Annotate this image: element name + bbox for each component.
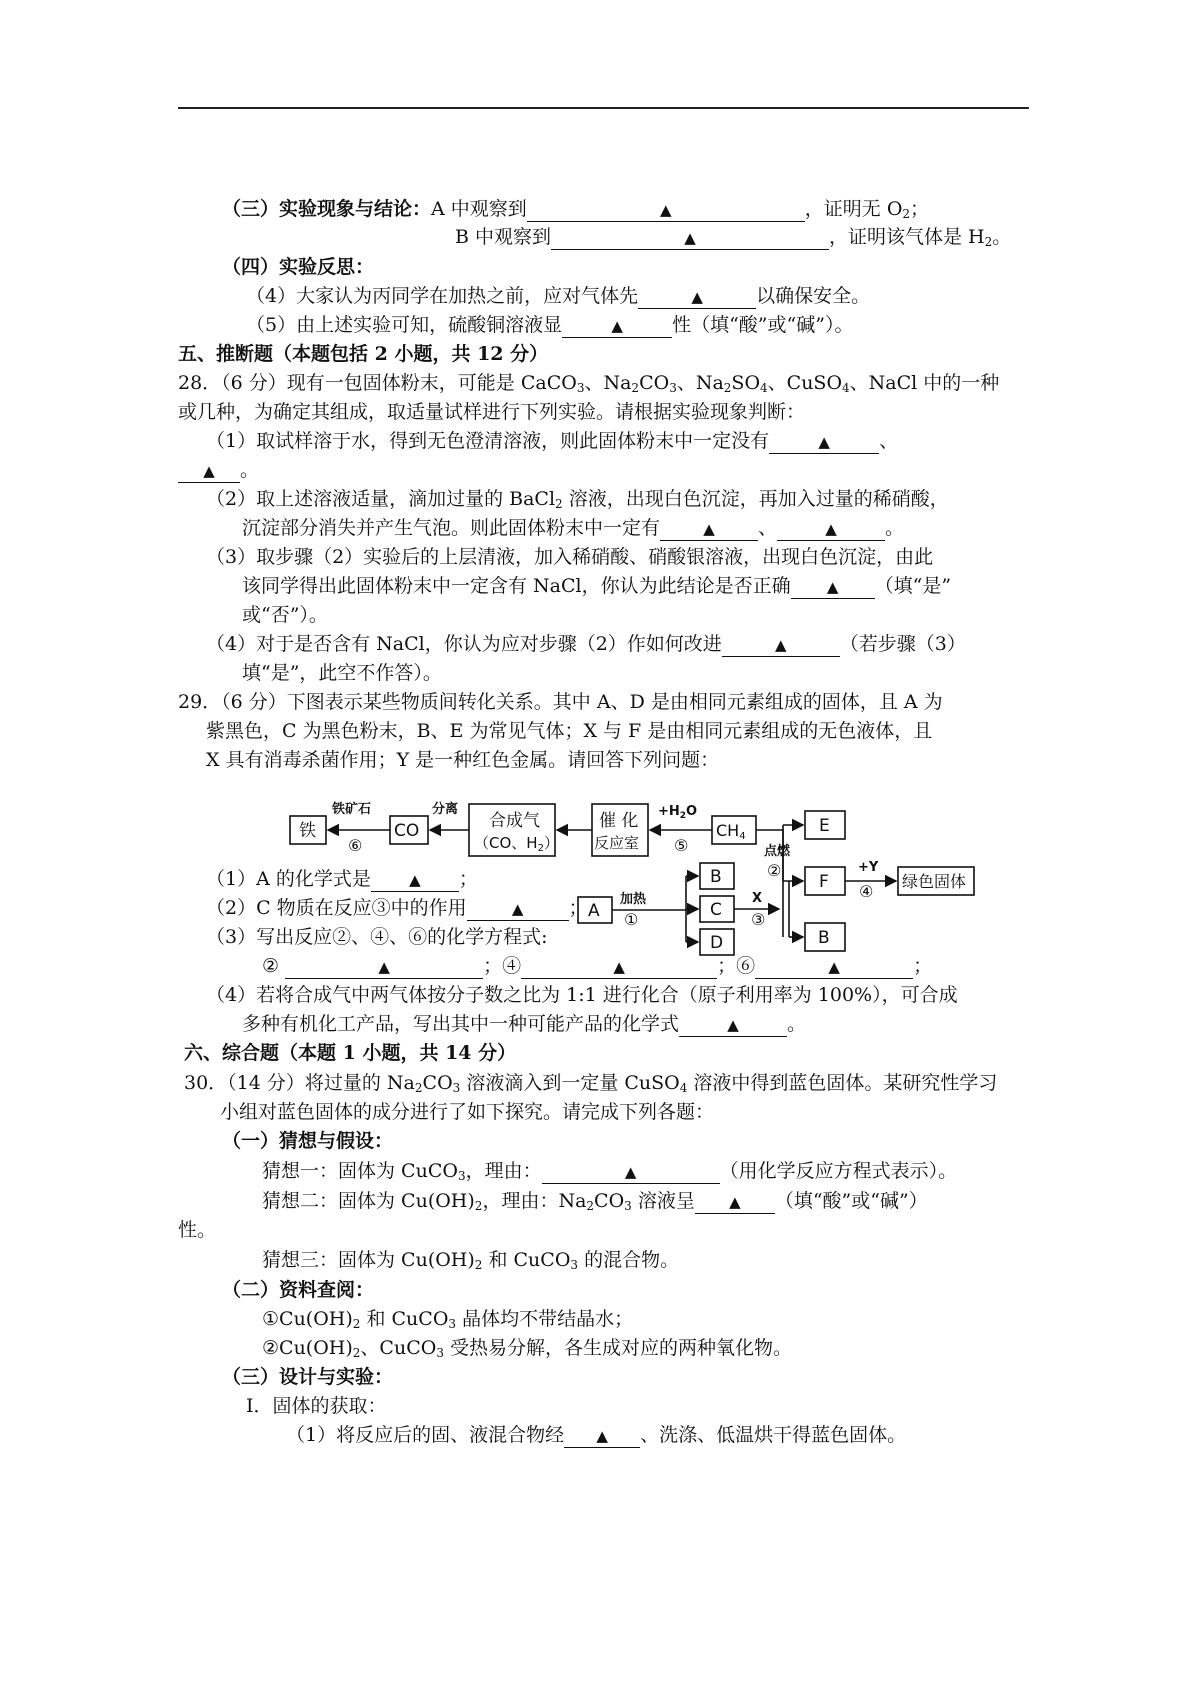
answer-blank[interactable]: ▲ [542,1160,720,1184]
label-co: CO [394,821,420,841]
q30-design-heading: （三）设计与实验： [222,1366,394,1388]
label-syngas: 合成气 [489,811,540,831]
section-6-heading: 六、综合题（本题 1 小题，共 14 分） [184,1042,517,1064]
q29-line-3: X 具有消毒杀菌作用；Y 是一种红色金属。请回答下列问题： [206,749,720,771]
q27-item-4: （4）大家认为丙同学在加热之前，应对气体先 ▲ 以确保安全。 [246,285,871,307]
label-a: A [588,901,600,921]
label-heat: 加热 [620,892,647,907]
answer-blank[interactable]: ▲ [791,575,875,599]
q28-item-3: （3）取步骤（2）实验后的上层清液，加入稀硝酸、硝酸银溶液，出现白色沉淀，由此 [206,546,934,568]
q28-item-2: （2）取上述溶液适量，滴加过量的 BaCl$_2$ 溶液，出现白色沉淀，再加入过量的稀硝酸， [206,488,949,511]
answer-blank[interactable]: ▲ [562,314,672,338]
q30-reference-1: $①Cu(OH)_2$ 和 CuCO$_3$ 晶体均不带结晶水； [262,1308,634,1331]
label-x: X [752,891,763,906]
q30-reference-2: $②Cu(OH)_2$、CuCO$_3$ 受热易分解，各生成对应的两种氧化物。 [262,1337,792,1360]
q28-item-1: （1）取试样溶于水，得到无色澄清溶液，则此固体粉末中一定没有 ▲ 、 [206,430,899,452]
q28-line-1: 28．（6 分）现有一包固体粉末，可能是 CaCO$_3$、$Na_2CO_3$、$Na_2SO_4$、CuSO$_4$、NaCl 中的一种 [178,372,1000,395]
answer-blank[interactable]: ▲ [527,198,805,222]
label-separation: 分离 [432,802,459,817]
q29-line-2: 紫黑色，C 为黑色粉末，B、E 为常见气体；X 与 F 是由相同元素组成的无色液体，且 [206,720,933,742]
label-step-2: ② [767,861,782,880]
label-c: C [710,900,722,920]
q30-reference-heading: （二）资料查阅： [222,1279,375,1301]
label-e: E [819,816,830,836]
q28-item-4-cont: 填“是”，此空不作答）。 [242,662,442,684]
label-iron-ore: 铁矿石 [332,802,372,817]
label-f: F [819,872,829,892]
label-catalytic: 催 化 [599,811,639,831]
q30-part-1-item-1: （1）将反应后的固、液混合物经 ▲ 、洗涤、低温烘干得蓝色固体。 [286,1424,907,1446]
q27-reflection-heading: （四）实验反思： [222,256,375,278]
q28-item-4: （4）对于是否含有 NaCl，你认为应对步骤（2）作如何改进 ▲ （若步骤（3） [206,633,966,655]
label-iron: 铁 [299,821,316,841]
q29-item-3: （3）写出反应②、④、⑥的化学方程式: [206,926,548,948]
label-step-5: ⑤ [674,836,689,855]
q30-guess-1: 猜想一：固体为 CuCO$_3$，理由： ▲ （用化学反应方程式表示）。 [262,1160,958,1183]
answer-blank[interactable]: ▲ [564,1424,640,1448]
answer-blank[interactable]: ▲ [769,430,879,454]
q27-result-line-a: （三）实验现象与结论：A 中观察到 ▲ ，证明无 $O_2$； [222,198,930,221]
q28-item-3-cont: 该同学得出此固体粉末中一定含有 NaCl，你认为此结论是否正确 ▲ （填“是” [242,575,952,597]
label-reactor: 反应室 [594,834,640,852]
answer-blank[interactable]: ▲ [722,633,840,657]
q30-line-2: 小组对蓝色固体的成分进行了如下探究。请完成下列各题： [220,1101,715,1123]
q29-item-1: （1）A 的化学式是 ▲ ； [206,868,478,890]
answer-blank[interactable]: ▲ [285,955,483,979]
q30-hypothesis-heading: （一）猜想与假设： [222,1130,394,1152]
label-ignite: 点燃 [764,844,791,859]
answer-blank[interactable]: ▲ [777,517,885,541]
q28-line-2: 或几种，为确定其组成，取适量试样进行下列实验。请根据实验现象判断： [178,401,806,423]
q30-guess-3: 猜想三：固体为 $Cu(OH)_2$ 和 CuCO$_3$ 的混合物。 [262,1249,680,1272]
q27-item-5: （5）由上述实验可知，硫酸铜溶液显 ▲ 性（填“酸”或“碱”）。 [246,314,854,336]
q30-part-1-heading: Ⅰ．固体的获取： [246,1395,387,1417]
label-step-6: ⑥ [348,836,363,855]
q29-item-4-cont: 多种有机化工产品，写出其中一种可能产品的化学式 ▲ 。 [242,1013,807,1035]
q30-guess-2: 猜想二：固体为 $Cu(OH)_2$，理由：$Na_2CO_3$ 溶液呈 ▲ （填“酸”或“碱”） [262,1190,928,1213]
q29-line-1: 29．（6 分）下图表示某些物质间转化关系。其中 A、D 是由相同元素组成的固体，且 A 为 [178,691,943,713]
label-plus-y: +Y [858,860,879,875]
q27-result-line-b: B 中观察到 ▲ ，证明该气体是 $H_2$。 [455,226,1012,249]
q28-item-2-cont: 沉淀部分消失并产生气泡。则此固体粉末中一定有 ▲ 、 ▲ 。 [242,517,905,539]
label-b-right: B [818,928,830,948]
q28-item-1-cont: ▲ 。 [178,457,259,483]
label-step-3: ③ [751,910,766,929]
answer-blank[interactable]: ▲ [638,285,756,309]
q30-guess-2-cont: 性。 [178,1219,217,1241]
answer-blank[interactable]: ▲ [755,955,913,979]
q29-equations-line: ② ▲ ；④ ▲ ；⑥ ▲ ； [262,955,933,977]
answer-blank[interactable]: ▲ [695,1190,775,1214]
label-d: D [710,933,724,953]
label-step-4: ④ [859,882,874,901]
label-water: $+H_2O$ [658,804,698,821]
answer-blank[interactable]: ▲ [521,955,717,979]
label-step-1: ① [624,910,639,929]
answer-blank[interactable]: ▲ [371,868,459,892]
q28-item-3-cont2: 或“否”）。 [242,604,328,626]
answer-blank[interactable]: ▲ [178,459,240,483]
label-ch4: CH4 [716,821,746,842]
q30-line-1: 30．（14 分）将过量的 $Na_2CO_3$ 溶液滴入到一定量 CuSO$_4$ 溶液中得到蓝色固体。某研究性学习 [184,1072,998,1095]
answer-blank[interactable]: ▲ [467,897,569,921]
label-b: B [710,867,722,887]
label-syngas-formula: （CO、$H_2$） [474,834,559,854]
header-rule [178,107,1029,109]
q29-item-2: （2）C 物质在反应③中的作用 ▲ ； [206,897,588,919]
label-green-solid: 绿色固体 [902,872,967,891]
answer-blank[interactable]: ▲ [551,226,829,250]
section-5-heading: 五、推断题（本题包括 2 小题，共 12 分） [178,343,549,365]
q29-item-4: （4）若将合成气中两气体按分子数之比为 1:1 进行化合（原子利用率为 100%），可合成 [206,984,958,1006]
answer-blank[interactable]: ▲ [679,1013,787,1037]
answer-blank[interactable]: ▲ [660,517,758,541]
